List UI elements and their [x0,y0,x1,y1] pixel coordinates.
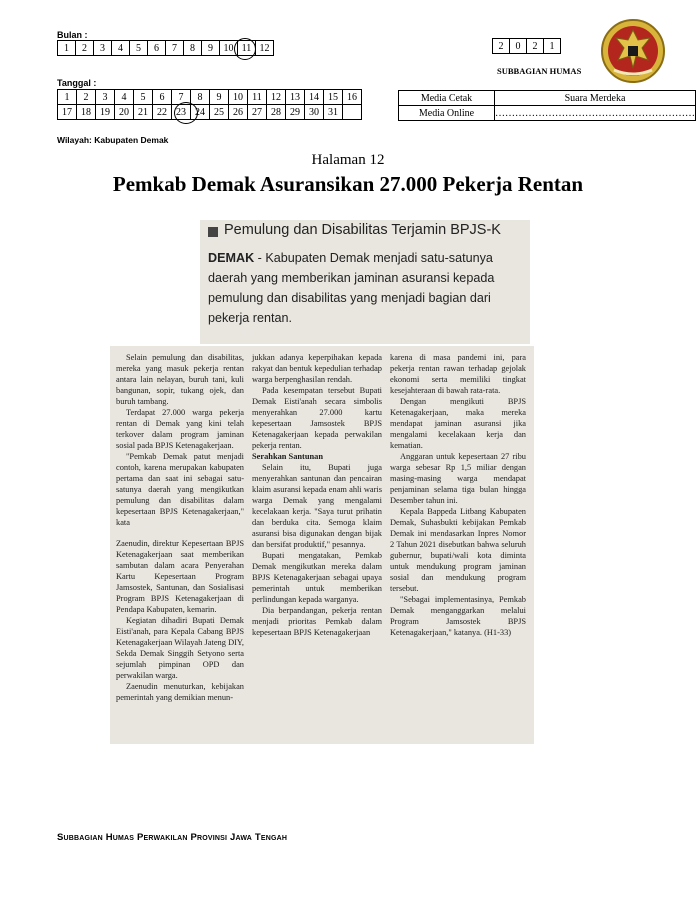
year-digit-cell: 0 [510,39,527,54]
date-grid [57,89,362,120]
selected-date-circle [174,102,198,124]
month-cell: 9 [202,41,220,56]
date-cell: 18 [77,105,96,120]
date-cell: 2 [77,90,96,105]
col3-para: Anggaran untuk kepesertaan 27 ribu warga sebesar Rp 1,5 miliar dengan masing-masing warga mendapat penjaminan selama tiga bulan hingga Desember tahun ini. [390,452,526,505]
date-cell: 31 [324,105,343,120]
col2-para: Bupati mengatakan, Pemkab Demak mengikutkan mereka dalam BPJS Ketenagakerjaan sebagai upaya pemerintah untuk memberikan perlindungan kepada warganya. [252,551,382,604]
date-cell: 21 [134,105,153,120]
date-cell: 10 [229,90,248,105]
media-cetak-value: Suara Merdeka [495,91,696,106]
date-cell: 7 [172,90,191,105]
date-cell: 27 [248,105,267,120]
month-cell: 10 [220,41,238,56]
bulan-label: Bulan : [57,30,88,40]
col3-para: Dengan mengikuti BPJS Ketenagakerjaan, maka mereka mendapat jaminan asuransi jika mengalami kecelakaan kerja dan kematian. [390,397,526,450]
date-cell: 29 [286,105,305,120]
garuda-emblem-icon [600,18,666,84]
date-cell: 14 [305,90,324,105]
article-column-2 [252,352,382,638]
date-cell: 22 [153,105,172,120]
date-cell: 26 [229,105,248,120]
date-cell: 13 [286,90,305,105]
month-cell: 8 [184,41,202,56]
article-title: Pemkab Demak Asuransikan 27.000 Pekerja Rentan [112,172,584,196]
date-cell: 3 [96,90,115,105]
lead-text: - Kabupaten Demak menjadi satu-satunya daerah yang memberikan jaminan asuransi kepada pemulung dan disabilitas yang menjadi bagian dari pekerja rentan. [208,251,495,325]
col1-para: Selain pemulung dan disabilitas, mereka yang masuk pekerja rentan antara lain nelayan, buruh tani, kuli bangunan, sopir, tukang ojek, dan buruh tambang. [116,353,244,406]
date-cell [343,105,362,120]
date-cell: 24 [191,105,210,120]
year-digit-cell: 1 [544,39,561,54]
date-cell: 30 [305,105,324,120]
col1-para: Kegiatan dihadiri Bupati Demak Eisti'anah, para Kepala Cabang BPJS Ketenagakerjaan Wilayah Jateng DIY, Sekda Demak Singgih Setyono serta sejumlah pimpinan OPD dan perwakilan warga. [116,616,244,680]
col2-para: Dia berpandangan, pekerja rentan menjadi prioritas Pemkab dalam kepesertaan BPJS Ketenagakerjaan [252,606,382,637]
month-cell: 5 [130,41,148,56]
month-cell: 11 [238,41,256,56]
date-cell: 28 [267,105,286,120]
date-cell: 9 [210,90,229,105]
lead-city: DEMAK [208,251,255,265]
month-cell: 4 [112,41,130,56]
year-digit-cell: 2 [493,39,510,54]
col3-para: "Sebagai implementasinya, Pemkab Demak menganggarkan melalui Program Jamsostek BPJS Ketenagakerjaan," katanya. (H1-33) [390,595,526,637]
page-number: Halaman 12 [311,152,385,168]
clip-lead [208,248,524,328]
wilayah-label: Wilayah: Kabupaten Demak [57,135,169,145]
date-cell: 8 [191,90,210,105]
bullet-square-icon [208,227,218,237]
date-cell: 11 [248,90,267,105]
date-cell: 16 [343,90,362,105]
col2-para: Pada kesempatan tersebut Bupati Demak Eisti'anah secara simbolis menyerahkan 27.000 kartu kepesertaan Jamsostek BPJS Ketenagakerjaan kepada perwakilan pekerja rentan. [252,386,382,450]
clip-headline: Pemulung dan Disabilitas Terjamin BPJS-K [224,222,501,238]
month-cell: 2 [76,41,94,56]
month-cell: 3 [94,41,112,56]
media-cetak-label: Media Cetak [399,91,495,106]
col2-subheading: Serahkan Santunan [252,452,323,461]
date-cell: 15 [324,90,343,105]
col1-para: Zaenudin menuturkan, kebijakan pemerintah yang demikian menun- [116,682,244,702]
media-online-label: Media Online [399,106,495,121]
media-table [398,90,696,121]
col2-para: jukkan adanya keperpihakan kepada rakyat dan bentuk kepedulian terhadap warga berpenghasilan rendah. [252,353,382,384]
col1-para: Zaenudin, direktur Kepesertaan BPJS Ketenagakerjaan saat memberikan sambutan dalam acara Penyerahan Kartu Kepesertaan Program Jamsostek, Santunan, dan Sosialisasi Program BPJS Ketenagakerjaan di Pendapa Kabupaten, kemarin. [116,539,244,614]
col1-para: Terdapat 27.000 warga pekerja rentan di Demak yang kini telah terkover dalam program jaminan sosial pada BPJS Ketenagakerjaan. [116,408,244,450]
col1-para: "Pemkab Demak patut menjadi contoh, karena merupakan kabupaten pertama dan saat ini sebagai satu-satunya daerah yang mengikutkan pemulung dan disabilitas dalam kepesertaan BPJS Ketenagakerjaan," kata [116,452,244,527]
unit-label: SUBBAGIAN HUMAS [497,66,582,76]
media-online-value: …………………………………………………… [495,107,695,119]
year-digit-cell: 2 [527,39,544,54]
clipping-lead-block [200,220,530,344]
date-cell: 4 [115,90,134,105]
selected-month-circle [234,38,256,60]
date-cell: 23 [172,105,191,120]
month-cell: 12 [256,41,274,56]
date-cell: 6 [153,90,172,105]
date-cell: 19 [96,105,115,120]
date-cell: 12 [267,90,286,105]
col3-para: karena di masa pandemi ini, para pekerja rentan rawan terhadap gejolak ekonomi serta memiliki tingkat kesejahteraan di bawah rata-rata. [390,353,526,395]
date-cell: 17 [58,105,77,120]
date-cell: 1 [58,90,77,105]
article-column-3 [390,352,526,638]
date-cell: 5 [134,90,153,105]
month-cell: 7 [166,41,184,56]
footer-label: Subbagian Humas Perwakilan Provinsi Jawa Tengah [57,832,288,843]
date-cell: 20 [115,105,134,120]
month-cell: 1 [58,41,76,56]
tanggal-label: Tanggal : [57,78,97,88]
col2-para: Selain itu, Bupati juga menyerahkan santunan dan pencairan klaim asuransi kepada enam ahli waris warga Demak yang mengalami kecelakaan kerja. "Saya turut prihatin dan berduka cita. Semoga klaim asuransi bisa digunakan dengan bijak dan bersifat produktif," pesannya. [252,463,382,549]
col3-para: Kepala Bappeda Litbang Kabupaten Demak, Suhasbukti kebijakan Pemkab Demak ini mendasarkan Inpres Nomor 2 Tahun 2021 disebutkan bahwa seluruh gubernur, bupati/wali kota diminta untuk mendukung program jaminan sosial dan mendukung program tersebut. [390,507,526,593]
month-cell: 6 [148,41,166,56]
article-column-1 [116,352,244,703]
date-cell: 25 [210,105,229,120]
year-box [492,38,561,54]
